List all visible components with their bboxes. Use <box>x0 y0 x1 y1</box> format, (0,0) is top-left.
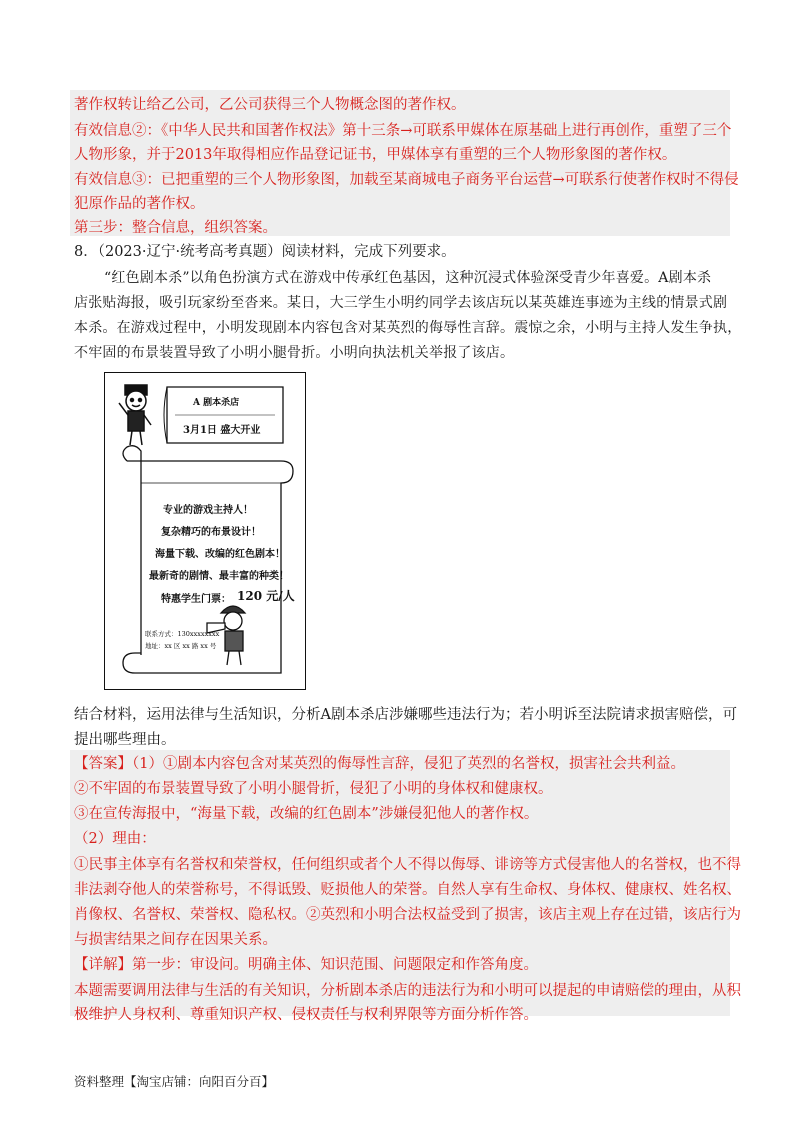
answer-line: 肖像权、名誉权、荣誉权、隐私权。②英烈和小明合法权益受到了损害，该店主观上存在过错，该店行为 <box>74 907 741 923</box>
answer-line: ③在宣传海报中，“海量下载，改编的红色剧本”涉嫌侵犯他人的著作权。 <box>74 806 539 822</box>
material-line: 店张贴海报，吸引玩家纷至沓来。某日，大三学生小明约同学去该店玩以某英雄连事迹为主线的情景式剧 <box>74 295 728 311</box>
poster-price: 120 元/人 <box>237 589 295 603</box>
question-prompt: 结合材料，运用法律与生活知识，分析A剧本杀店涉嫌哪些违法行为；若小明诉至法院请求损害赔偿，可 <box>74 707 737 723</box>
promo-poster <box>104 372 306 690</box>
text-line: 有效信息②：《中华人民共和国著作权法》第十三条→可联系甲媒体在原基础上进行再创作，重塑了三个 <box>74 123 732 139</box>
answer-line: （2）理由： <box>74 831 156 847</box>
poster-address: 地址：xx 区 xx 路 xx 号 <box>145 642 217 650</box>
poster-line: 专业的游戏主持人！ <box>163 505 253 516</box>
poster-line: 复杂精巧的布景设计！ <box>161 527 261 538</box>
poster-line: 最新奇的剧情、最丰富的种类！ <box>149 571 289 582</box>
poster-shop-name: A 剧本杀店 <box>193 398 240 408</box>
question-header: 8．（2023·辽宁·统考高考真题）阅读材料，完成下列要求。 <box>74 244 456 260</box>
character-icon <box>119 385 151 445</box>
answer-line: 极维护人身权利、尊重知识产权、侵权责任与权利界限等方面分析作答。 <box>74 1007 538 1023</box>
material-line: 本杀。在游戏过程中，小明发现剧本内容包含对某英烈的侮辱性言辞。震惊之余，小明与主持人发生争执， <box>74 320 742 336</box>
poster-line: 特惠学生门票： <box>161 594 231 605</box>
text-line: 犯原作品的著作权。 <box>74 196 205 212</box>
answer-line: 【详解】第一步：审设问。明确主体、知识范围、问题限定和作答角度。 <box>74 957 538 973</box>
material-line: 不牢固的布景装置导致了小明小腿骨折。小明向执法机关举报了该店。 <box>74 345 515 361</box>
answer-line: 【答案】（1）①剧本内容包含对某英烈的侮辱性言辞，侵犯了英烈的名誉权，损害社会共利益。 <box>74 756 685 772</box>
text-line: 第三步：整合信息，组织答案。 <box>74 220 277 236</box>
text-line: 人物形象，并于2013年取得相应作品登记证书，甲媒体享有重塑的三个人物形象图的著作权。 <box>74 147 677 163</box>
answer-line: 与损害结果之间存在因果关系。 <box>74 932 277 948</box>
material-line: “红色剧本杀”以角色扮演方式在游戏中传承红色基因，这种沉浸式体验深受青少年喜爱。A剧本杀 <box>104 270 712 286</box>
answer-line: 本题需要调用法律与生活的有关知识，分析剧本杀店的违法行为和小明可以提起的申请赔偿的理由，从积 <box>74 983 741 999</box>
question-prompt: 提出哪些理由。 <box>74 732 176 748</box>
poster-opening-date: 3月1日 盛大开业 <box>183 425 261 436</box>
poster-contact: 联系方式：130xxxxxxxx <box>145 630 220 638</box>
footer-source: 资料整理【淘宝店铺：向阳百分百】 <box>74 1074 275 1089</box>
answer-line: 非法剥夺他人的荣誉称号，不得诋毁、贬损他人的荣誉。自然人享有生命权、身体权、健康权、姓名权、 <box>74 882 741 898</box>
text-line: 著作权转让给乙公司，乙公司获得三个人物概念图的著作权。 <box>74 97 466 113</box>
text-line: 有效信息③：已把重塑的三个人物形象图，加载至某商城电子商务平台运营→可联系行使著作权时不得侵 <box>74 172 739 188</box>
answer-line: ①民事主体享有名誉权和荣誉权，任何组织或者个人不得以侮辱、诽谤等方式侵害他人的名誉权，也不得 <box>74 857 741 873</box>
poster-line: 海量下载、改编的红色剧本！ <box>155 549 285 560</box>
answer-line: ②不牢固的布景装置导致了小明小腿骨折，侵犯了小明的身体权和健康权。 <box>74 781 553 797</box>
